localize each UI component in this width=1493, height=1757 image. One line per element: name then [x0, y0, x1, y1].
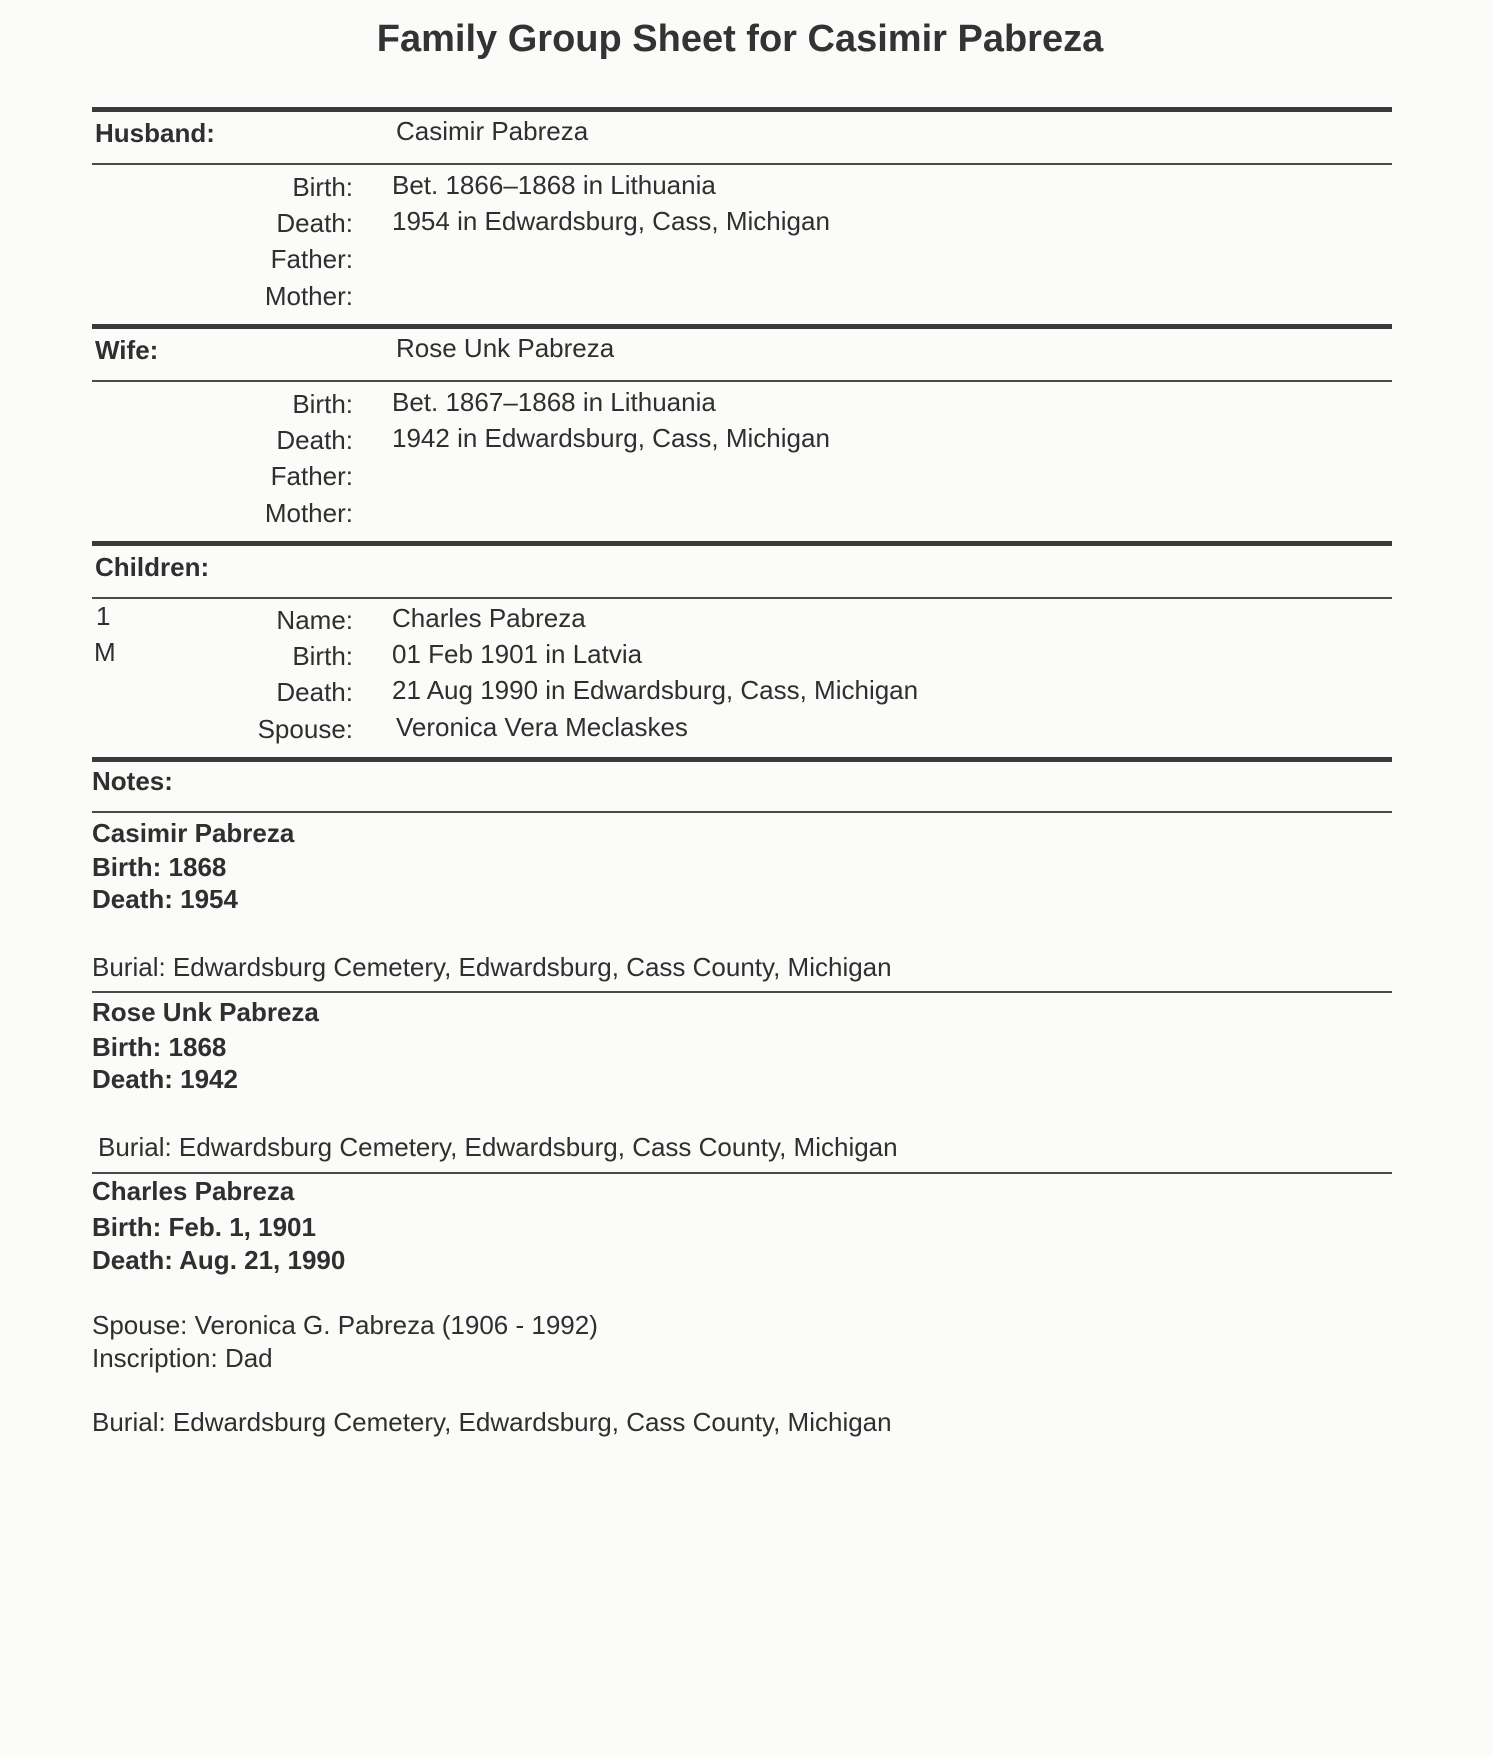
note-divider	[92, 1172, 1392, 1174]
child-spouse-label: Spouse:	[257, 714, 353, 744]
section-divider	[92, 541, 1392, 546]
wife-birth-label: Birth:	[292, 389, 353, 419]
section-divider	[92, 597, 1392, 599]
child-spouse: Veronica Vera Meclaskes	[396, 712, 688, 742]
section-divider	[92, 380, 1392, 382]
child-death-label: Death:	[276, 677, 353, 707]
husband-birth: Bet. 1866–1868 in Lithuania	[392, 170, 716, 200]
husband-father-label: Father:	[270, 244, 353, 274]
wife-mother-label: Mother:	[264, 498, 353, 528]
note-casimir-burial: Burial: Edwardsburg Cemetery, Edwardsburg, Cass County, Michigan	[92, 952, 892, 982]
wife-father-label: Father:	[270, 461, 353, 491]
wife-death: 1942 in Edwardsburg, Cass, Michigan	[392, 423, 830, 453]
husband-death-label: Death:	[276, 208, 353, 238]
section-divider	[92, 324, 1392, 329]
child-birth: 01 Feb 1901 in Latvia	[392, 639, 643, 669]
note-rose-burial: Burial: Edwardsburg Cemetery, Edwardsburg, Cass County, Michigan	[98, 1132, 898, 1162]
note-rose-birth: Birth: 1868	[92, 1032, 227, 1062]
note-rose-death: Death: 1942	[92, 1064, 238, 1094]
child-birth-label: Birth:	[292, 641, 353, 671]
child-sex: M	[94, 637, 116, 667]
child-death: 21 Aug 1990 in Edwardsburg, Cass, Michigan	[392, 675, 919, 705]
page-title: Family Group Sheet for Casimir Pabreza	[376, 18, 1104, 60]
children-section-label: Children:	[95, 552, 210, 582]
section-divider	[92, 107, 1392, 112]
section-divider	[92, 757, 1392, 762]
note-casimir-name: Casimir Pabreza	[92, 818, 295, 848]
husband-section-label: Husband:	[95, 118, 215, 148]
note-charles-name: Charles Pabreza	[92, 1176, 295, 1206]
child-name: Charles Pabreza	[392, 603, 586, 633]
husband-birth-label: Birth:	[292, 172, 353, 202]
note-casimir-birth: Birth: 1868	[92, 852, 227, 882]
husband-death: 1954 in Edwardsburg, Cass, Michigan	[392, 206, 830, 236]
child-name-label: Name:	[276, 605, 353, 635]
notes-section-label: Notes:	[92, 766, 173, 796]
note-casimir-death: Death: 1954	[92, 884, 238, 914]
note-charles-burial: Burial: Edwardsburg Cemetery, Edwardsburg, Cass County, Michigan	[92, 1407, 892, 1437]
note-charles-birth: Birth: Feb. 1, 1901	[92, 1212, 316, 1242]
note-charles-spouse: Spouse: Veronica G. Pabreza (1906 - 1992)	[92, 1310, 598, 1340]
child-number: 1	[96, 601, 111, 631]
section-divider	[92, 811, 1392, 813]
husband-mother-label: Mother:	[264, 281, 353, 311]
section-divider	[92, 163, 1392, 165]
wife-death-label: Death:	[276, 425, 353, 455]
wife-name: Rose Unk Pabreza	[396, 333, 615, 363]
wife-birth: Bet. 1867–1868 in Lithuania	[392, 387, 716, 417]
husband-name: Casimir Pabreza	[396, 116, 589, 146]
note-divider	[92, 991, 1392, 993]
note-charles-inscription: Inscription: Dad	[92, 1343, 273, 1373]
note-rose-name: Rose Unk Pabreza	[92, 997, 319, 1027]
wife-section-label: Wife:	[95, 335, 159, 365]
note-charles-death: Death: Aug. 21, 1990	[92, 1245, 346, 1275]
